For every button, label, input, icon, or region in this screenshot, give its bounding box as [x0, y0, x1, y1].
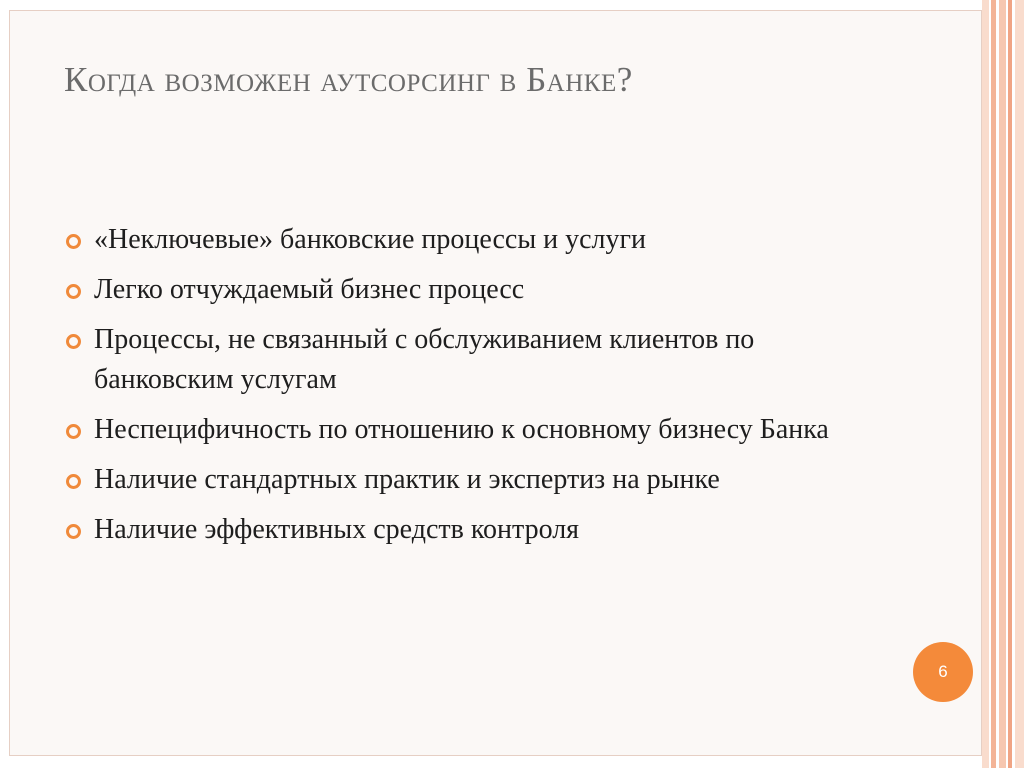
ring-bullet-icon — [66, 524, 81, 539]
stripe-1 — [982, 0, 989, 768]
decorative-stripes — [982, 0, 1024, 768]
ring-bullet-icon — [66, 334, 81, 349]
stripe-5 — [999, 0, 1006, 768]
list-item — [64, 270, 894, 310]
ring-bullet-icon — [66, 284, 81, 299]
list-item — [64, 460, 894, 500]
bullet-text: Наличие стандартных практик и экспертиз на рынке — [94, 464, 720, 495]
ring-bullet-icon — [66, 474, 81, 489]
bullet-text: Неспецифичность по отношению к основному бизнесу Банка — [94, 414, 829, 445]
bullet-text: Процессы, не связанный с обслуживанием клиентов по банковским услугам — [94, 324, 755, 395]
list-item — [64, 320, 894, 400]
bullet-text: «Неключевые» банковские процессы и услуги — [94, 224, 647, 255]
page-number-badge: 6 — [913, 642, 973, 702]
bullet-list — [64, 220, 894, 560]
bullet-text: Легко отчуждаемый бизнес процесс — [94, 274, 525, 305]
ring-bullet-icon — [66, 234, 81, 249]
bullet-text: Наличие эффективных средств контроля — [94, 514, 580, 545]
stripe-9 — [1015, 0, 1024, 768]
list-item — [64, 220, 894, 260]
slide-title: Когда возможен аутсорсинг в Банке? — [64, 60, 633, 99]
ring-bullet-icon — [66, 424, 81, 439]
list-item — [64, 410, 894, 450]
list-item — [64, 510, 894, 550]
